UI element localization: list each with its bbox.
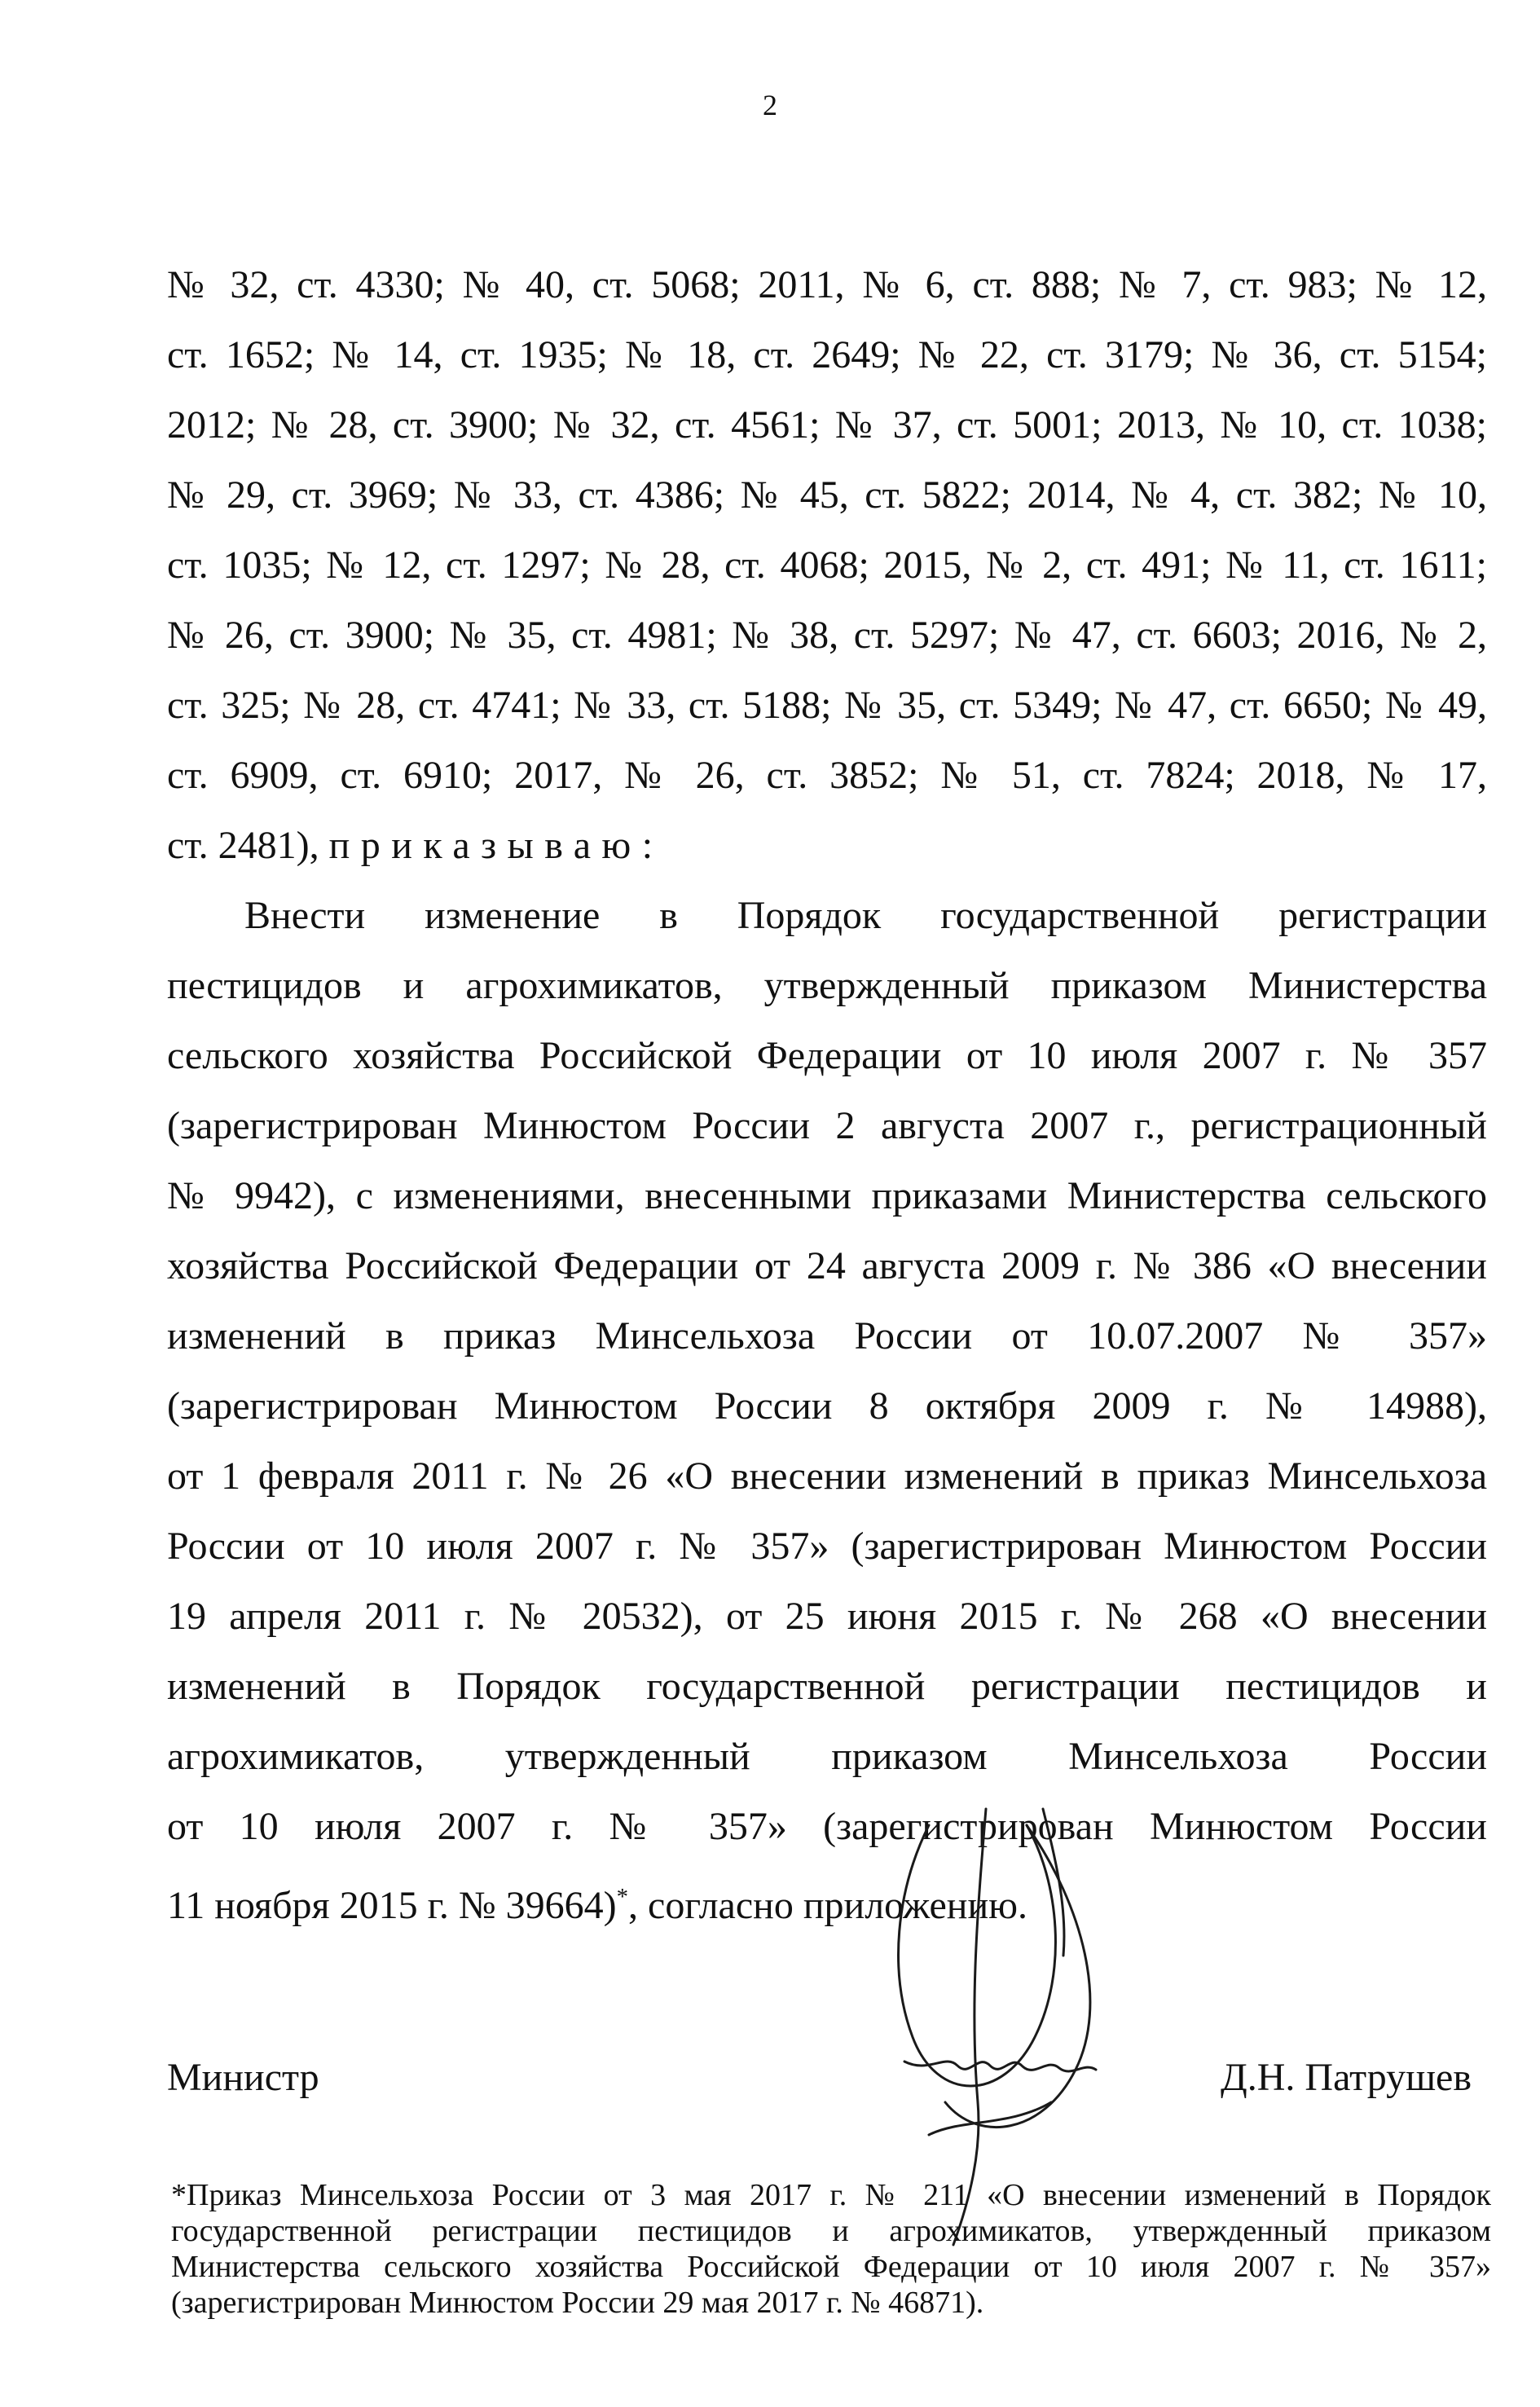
paragraph-line: сельского хозяйства Российской Федерации от 10 июля 2007 г. № 357 bbox=[167, 1034, 1487, 1077]
page-number: 2 bbox=[763, 89, 777, 121]
reference-line: ст. 1652; № 14, ст. 1935; № 18, ст. 2649; № 22, ст. 3179; № 36, ст. 5154; bbox=[167, 333, 1487, 376]
reference-line: ст. 325; № 28, ст. 4741; № 33, ст. 5188; № 35, ст. 5349; № 47, ст. 6650; № 49, bbox=[167, 684, 1487, 727]
reference-line: ст. 6909, ст. 6910; 2017, № 26, ст. 3852; № 51, ст. 7824; 2018, № 17, bbox=[167, 754, 1487, 797]
paragraph-line: агрохимикатов, утвержденный приказом Минсельхоза России bbox=[167, 1735, 1487, 1778]
paragraph-line: хозяйства Российской Федерации от 24 августа 2009 г. № 386 «О внесении bbox=[167, 1244, 1487, 1287]
paragraph-line: изменений в Порядок государственной регистрации пестицидов и bbox=[167, 1665, 1487, 1708]
signatory-position: Министр bbox=[167, 2056, 319, 2099]
reference-line: № 32, ст. 4330; № 40, ст. 5068; 2011, № 6, ст. 888; № 7, ст. 983; № 12, bbox=[167, 263, 1487, 306]
paragraph-line: изменений в приказ Минсельхоза России от 10.07.2007 № 357» bbox=[167, 1314, 1487, 1358]
paragraph-line: (зарегистрирован Минюстом России 8 октября 2009 г. № 14988), bbox=[167, 1384, 1487, 1428]
paragraph-line: пестицидов и агрохимикатов, утвержденный приказом Министерства bbox=[167, 964, 1487, 1007]
paragraph-line: Внести изменение в Порядок государственной регистрации bbox=[244, 894, 1487, 937]
paragraph-line: от 10 июля 2007 г. № 357» (зарегистрирован Минюстом России bbox=[167, 1805, 1487, 1848]
footnote-line: (зарегистрирован Минюстом России 29 мая 2017 г. № 46871). bbox=[171, 2286, 984, 2320]
paragraph-line: № 9942), с изменениями, внесенными приказами Министерства сельского bbox=[167, 1174, 1487, 1217]
signatory-name: Д.Н. Патрушев bbox=[1221, 2056, 1472, 2099]
order-prefix: ст. 2481), bbox=[167, 824, 319, 867]
footnote-line: государственной регистрации пестицидов и агрохимикатов, утвержденный приказом bbox=[171, 2214, 1491, 2248]
reference-line: ст. 1035; № 12, ст. 1297; № 28, ст. 4068; 2015, № 2, ст. 491; № 11, ст. 1611; bbox=[167, 543, 1487, 587]
order-line bbox=[167, 823, 1487, 869]
paragraph-line: от 1 февраля 2011 г. № 26 «О внесении изменений в приказ Минсельхоза bbox=[167, 1454, 1487, 1498]
paragraph-line: 19 апреля 2011 г. № 20532), от 25 июня 2015 г. № 268 «О внесении bbox=[167, 1595, 1487, 1638]
paragraph-line: (зарегистрирован Минюстом России 2 августа 2007 г., регистрационный bbox=[167, 1104, 1487, 1147]
reference-line: № 29, ст. 3969; № 33, ст. 4386; № 45, ст. 5822; 2014, № 4, ст. 382; № 10, bbox=[167, 473, 1487, 517]
order-word: приказываю: bbox=[328, 824, 664, 867]
paragraph-line: России от 10 июля 2007 г. № 357» (зарегистрирован Минюстом России bbox=[167, 1525, 1487, 1568]
last-line-start: 11 ноября 2015 г. № 39664) bbox=[167, 1884, 617, 1927]
reference-line: 2012; № 28, ст. 3900; № 32, ст. 4561; № 37, ст. 5001; 2013, № 10, ст. 1038; bbox=[167, 403, 1487, 447]
footnote-line: *Приказ Минсельхоза России от 3 мая 2017 г. № 211 «О внесении изменений в Порядок bbox=[171, 2178, 1491, 2212]
footnote-line: Министерства сельского хозяйства Российской Федерации от 10 июля 2007 г. № 357» bbox=[171, 2250, 1491, 2284]
last-line-end: , согласно приложению. bbox=[628, 1884, 1028, 1927]
paragraph-last-line bbox=[167, 1874, 1487, 1929]
reference-line: № 26, ст. 3900; № 35, ст. 4981; № 38, ст. 5297; № 47, ст. 6603; 2016, № 2, bbox=[167, 614, 1487, 657]
footnote-marker: * bbox=[616, 1884, 629, 1910]
